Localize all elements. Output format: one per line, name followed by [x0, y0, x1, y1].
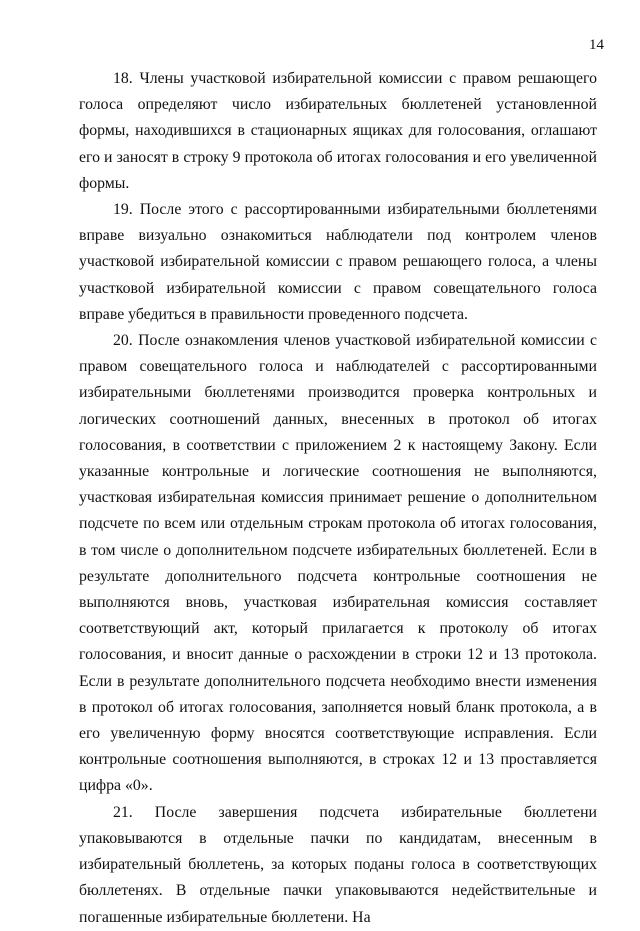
paragraph-20: 20. После ознакомления членов участковой избирательной комиссии с правом совещательного голоса и наблюдателей с рассортированными избирательными бюллетенями производится проверка контрольных и логических соотношений данных, внесенных в протокол об итогах голосования, в соответствии с приложением 2 к настоящему Закону. Если указанные контрольные и логические соотношения не выполняются, участковая избирательная комиссия принимает решение о дополнительном подсчете по всем или отдельным строкам протокола об итогах голосования, в том числе о дополнительном подсчете избирательных бюллетеней. Если в результате дополнительного подсчета контрольные соотношения не выполняются вновь, участковая избирательная комиссия составляет соответствующий акт, который прилагается к протоколу об итогах голосования, и вносит данные о расхождении в строки 12 и 13 протокола. Если в результате дополнительного подсчета необходимо внести изменения в протокол об итогах голосования, заполняется новый бланк протокола, а в его увеличенную форму вносятся соответствующие исправления. Если контрольные соотношения выполняются, в строках 12 и 13 проставляется цифра «0».	[79, 332, 597, 795]
paragraph-21: 21. После завершения подсчета избирательные бюллетени упаковываются в отдельные пачки по кандидатам, внесенным в избирательный бюллетень, за которых поданы голоса в соответствующих бюллетенях. В отдельные пачки упаковываются недействительные и погашенные избирательные бюллетени. На	[79, 803, 597, 926]
document-body	[79, 66, 597, 931]
paragraph-18: 18. Члены участковой избирательной комиссии с правом решающего голоса определяют число избирательных бюллетеней установленной формы, находившихся в стационарных ящиках для голосования, оглашают его и заносят в строку 9 протокола об итогах голосования и его увеличенной формы.	[79, 70, 597, 192]
paragraph-19: 19. После этого с рассортированными избирательными бюллетенями вправе визуально ознакомиться наблюдатели под контролем членов участковой избирательной комиссии с правом решающего голоса, а члены участковой избирательной комиссии с правом совещательного голоса вправе убедиться в правильности проведенного подсчета.	[79, 201, 597, 323]
page-number: 14	[589, 37, 604, 53]
